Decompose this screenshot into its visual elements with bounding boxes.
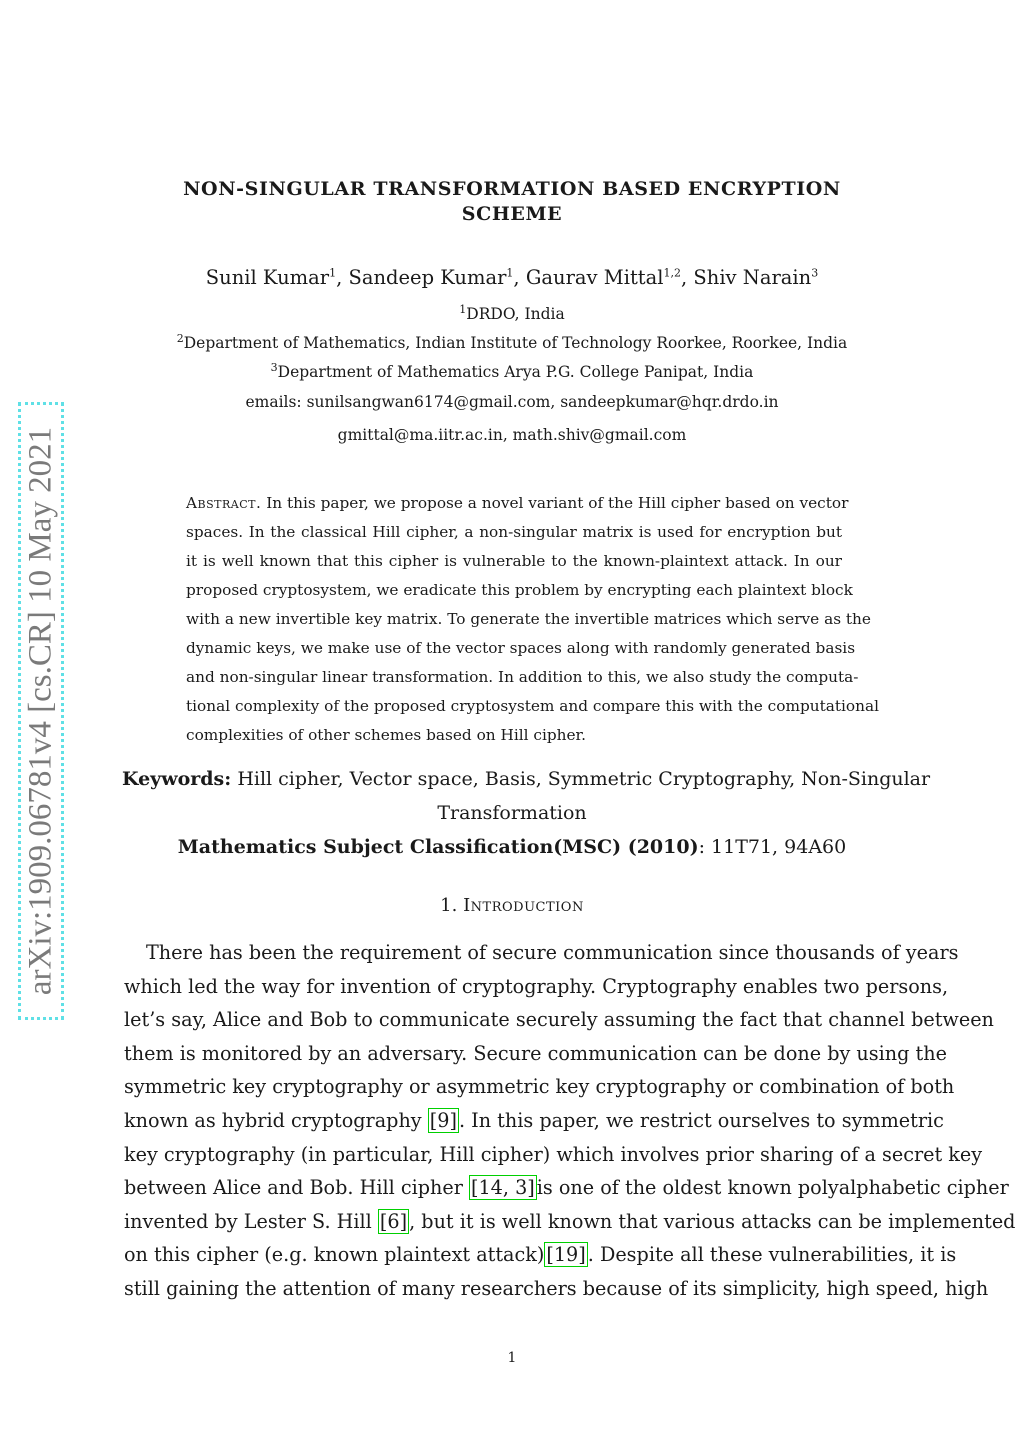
emails-line-2: gmittal@ma.iitr.ac.in, math.shiv@gmail.com — [337, 426, 687, 444]
body-line: still gaining the attention of many researchers because of its simplicity, high speed, high — [124, 1276, 989, 1300]
page-number: 1 — [507, 1350, 517, 1366]
paper-title-line2: SCHEME — [461, 203, 563, 225]
keywords-label: Keywords: — [122, 768, 232, 790]
abstract-line: proposed cryptosystem, we eradicate this problem by encrypting each plaintext block — [186, 581, 853, 599]
author-name: Sandeep Kumar — [348, 266, 507, 289]
affiliation-2: $^2$Department of Mathematics, Indian Institute of Technology Roorkee, Roorkee, India — [176, 331, 848, 352]
msc-line — [0, 830, 1024, 864]
section-heading: 1. Introduction — [440, 895, 584, 916]
author-sup: 1 — [506, 266, 514, 280]
citation-link[interactable]: [9] — [429, 1108, 457, 1132]
author-list: Sunil Kumar$^1$, Sandeep Kumar$^1$, Gaurav Mittal$^{1,2}$, Shiv Narain$^3$ — [205, 266, 819, 289]
body-line: symmetric key cryptography or asymmetric key cryptography or combination of both — [124, 1075, 955, 1099]
body-line: which led the way for invention of cryptography. Cryptography enables two persons, — [124, 974, 949, 998]
msc-label: Mathematics Subject Classification(MSC) (2010) — [177, 836, 699, 858]
intro-body — [124, 936, 1016, 1306]
affiliation-1: $^1$DRDO, India — [459, 302, 565, 323]
affiliation-3: $^3$Department of Mathematics Arya P.G. College Panipat, India — [270, 360, 754, 381]
abstract-line: with a new invertible key matrix. To generate the invertible matrices which serve as the — [186, 610, 871, 628]
abstract — [186, 489, 879, 750]
body-line: them is monitored by an adversary. Secure communication can be done by using the — [124, 1041, 947, 1065]
author-sup: 1 — [329, 266, 337, 280]
author-name: Sunil Kumar — [205, 266, 330, 289]
author-sup: 3 — [811, 266, 819, 280]
arxiv-stamp-box — [18, 402, 64, 1020]
abstract-line: and non-singular linear transformation. In addition to this, we also study the computa- — [186, 668, 859, 686]
abstract-line: it is well known that this cipher is vulnerable to the known-plaintext attack. In our — [186, 552, 842, 570]
author-sup: 1,2 — [663, 266, 681, 280]
keywords-line-2: Transformation — [437, 802, 587, 824]
arxiv-stamp: arXiv:1909.06781v4 [cs.CR] 10 May 2021 — [22, 426, 59, 996]
msc-value: : 11T71, 94A60 — [698, 836, 847, 858]
keywords-text: Hill cipher, Vector space, Basis, Symmetric Cryptography, Non-Singular — [237, 768, 931, 790]
citation-link[interactable]: [14, 3] — [470, 1176, 535, 1200]
body-line: on this cipher (e.g. known plaintext attack) [19] . Despite all these vulnerabilities, it is — [124, 1243, 957, 1267]
body-line: between Alice and Bob. Hill cipher [14, 3] is one of the oldest known polyalphabetic cipher — [124, 1176, 1009, 1200]
body-line: known as hybrid cryptography [9] . In this paper, we restrict ourselves to symmetric — [124, 1108, 944, 1132]
body-line: let’s say, Alice and Bob to communicate securely assuming the fact that channel between — [124, 1008, 994, 1032]
citation-link[interactable]: [19] — [546, 1243, 586, 1267]
abstract-line: Abstract. In this paper, we propose a novel variant of the Hill cipher based on vector — [186, 494, 849, 512]
emails-line-1: emails: sunilsangwan6174@gmail.com, sandeepkumar@hqr.drdo.in — [245, 393, 779, 411]
body-line: key cryptography (in particular, Hill cipher) which involves prior sharing of a secret key — [124, 1142, 983, 1166]
citation-link[interactable]: [6] — [379, 1209, 408, 1233]
paper-title-line1: NON-SINGULAR TRANSFORMATION BASED ENCRYPTION — [183, 178, 841, 200]
abstract-line: dynamic keys, we make use of the vector spaces along with randomly generated basis — [186, 639, 856, 657]
abstract-line: tional complexity of the proposed cryptosystem and compare this with the computational — [186, 697, 879, 715]
abstract-line: complexities of other schemes based on Hill cipher. — [186, 726, 587, 744]
author-name: Shiv Narain — [693, 266, 812, 289]
abstract-line: spaces. In the classical Hill cipher, a non-singular matrix is used for encryption but — [186, 523, 842, 541]
keywords-line-1 — [122, 762, 930, 796]
body-line: There has been the requirement of secure communication since thousands of years — [146, 941, 959, 964]
author-name: Gaurav Mittal — [525, 266, 664, 289]
body-line: invented by Lester S. Hill [6] , but it is well known that various attacks can be implemented — [124, 1209, 1016, 1233]
section-title: Introduction — [463, 895, 584, 916]
abstract-label: Abstract. — [186, 494, 262, 512]
